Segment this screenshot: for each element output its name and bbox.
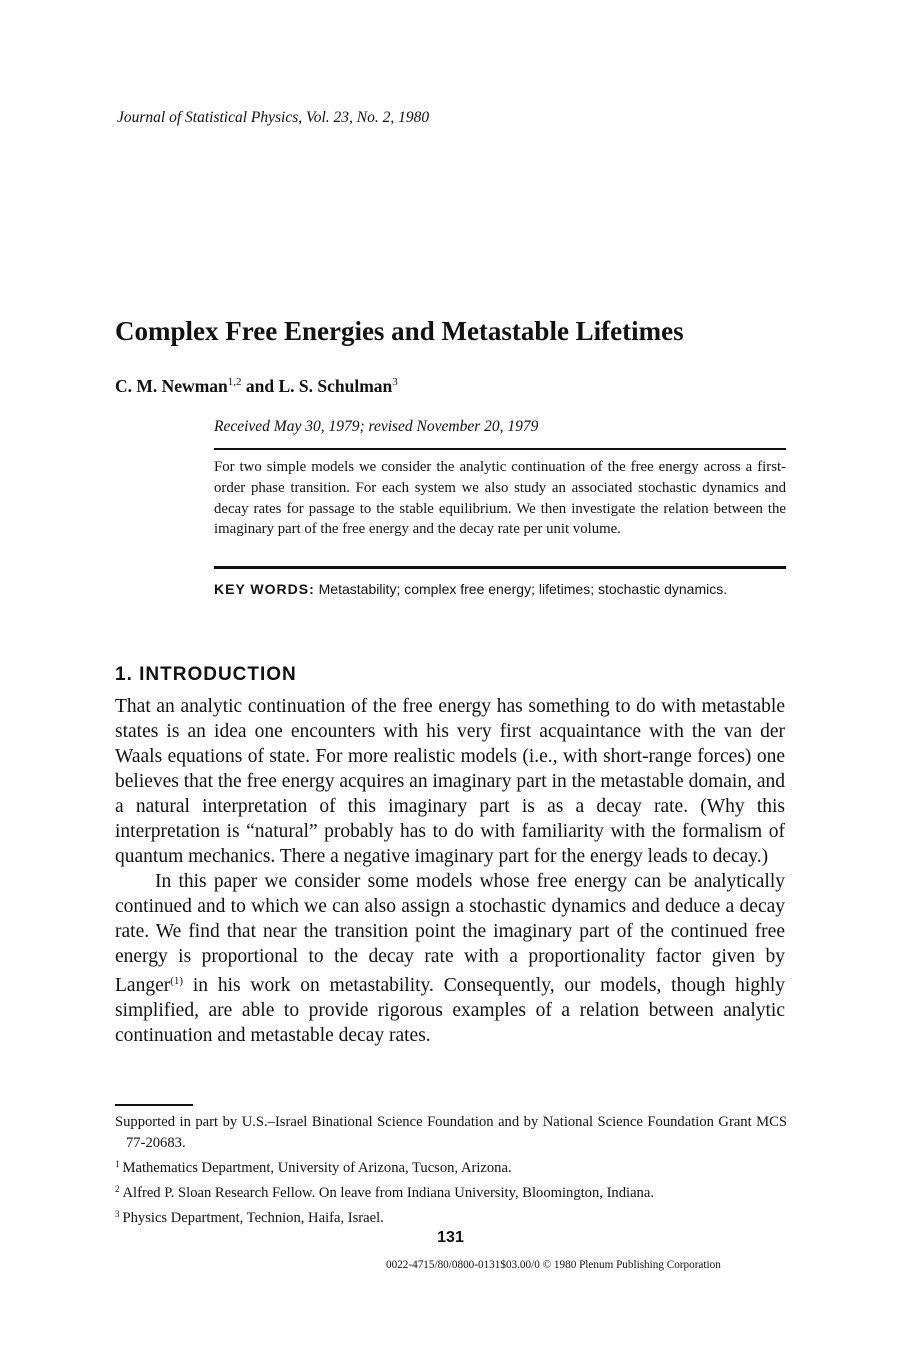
copyright-line: 0022-4715/80/0800-0131$03.00/0 © 1980 Plenum Publishing Corporation	[386, 1259, 721, 1271]
page-number: 131	[437, 1229, 464, 1246]
intro-paragraph-1: That an analytic continuation of the free energy has something to do with metastable states is an idea one encounters with his very first acquaintance with the van der Waals equations of state. For more realistic models (i.e., with short-range forces) one believes that the free energy acquires an imaginary part in the metastable domain, and a natural interpretation of this imaginary part is as a decay rate. (Why this interpretation is “natural” probably has to do with familiarity with the formalism of quantum mechanics. There a negative imaginary part for the energy leads to decay.)	[115, 696, 785, 867]
keywords-list: Metastability; complex free energy; lifetimes; stochastic dynamics.	[314, 581, 728, 597]
footnote-1	[115, 1154, 787, 1179]
footnote-1-mark: 1	[115, 1159, 120, 1169]
footnotes	[115, 1112, 787, 1229]
abstract-bottom-rule	[214, 566, 786, 569]
footnote-3-text: Physics Department, Technion, Haifa, Israel.	[122, 1210, 384, 1226]
citation-ref-1[interactable]: (1)	[170, 975, 184, 987]
footnote-1-text: Mathematics Department, University of Arizona, Tucson, Arizona.	[122, 1160, 512, 1176]
footnote-rule	[115, 1104, 193, 1106]
abstract-top-rule	[214, 448, 786, 450]
author-newman: C. M. Newman	[115, 376, 228, 396]
article-title: Complex Free Energies and Metastable Lifetimes	[115, 316, 684, 346]
abstract: For two simple models we consider the analytic continuation of the free energy across a first-order phase transition. For each system we also study an associated stochastic dynamics and decay rates for passage to the stable equilibrium. We then investigate the relation between the imaginary part of the free energy and the decay rate per unit volume.	[214, 459, 786, 538]
journal-citation: Journal of Statistical Physics, Vol. 23, No. 2, 1980	[117, 109, 430, 126]
author-schulman-affiliation: 3	[392, 376, 398, 388]
author-line	[115, 376, 398, 397]
footnote-3-mark: 3	[115, 1209, 120, 1219]
section-heading-introduction: 1. INTRODUCTION	[115, 664, 297, 685]
footnote-2-text: Alfred P. Sloan Research Fellow. On leave from Indiana University, Bloomington, Indiana.	[122, 1185, 654, 1201]
intro-paragraph-2	[115, 869, 785, 1048]
footnote-support: Supported in part by U.S.–Israel Binational Science Foundation and by National Science Foundation Grant MCS 77-20683.	[115, 1114, 787, 1151]
keywords	[214, 579, 786, 600]
intro-paragraph-2-text-b: in his work on metastability. Consequently, our models, though highly simplified, are able to provide rigorous examples of a relation between analytic continuation and metastable decay rates.	[115, 975, 785, 1046]
received-dates: Received May 30, 1979; revised November 20, 1979	[214, 418, 539, 435]
footnote-2	[115, 1179, 787, 1204]
author-conjunction: and	[241, 376, 279, 396]
footnote-2-mark: 2	[115, 1184, 120, 1194]
author-schulman: L. S. Schulman	[278, 376, 393, 396]
author-newman-affiliation: 1,2	[227, 376, 242, 388]
intro-paragraph-2-text-a: In this paper we consider some models whose free energy can be analytically continued and to which we can also assign a stochastic dynamics and deduce a decay rate. We find that near the transition point the imaginary part of the continued free energy is proportional to the decay rate with a proportionality factor given by Langer	[115, 871, 785, 996]
introduction-body	[115, 694, 785, 1048]
footnote-3	[115, 1204, 787, 1229]
keywords-label: KEY WORDS:	[214, 581, 315, 597]
